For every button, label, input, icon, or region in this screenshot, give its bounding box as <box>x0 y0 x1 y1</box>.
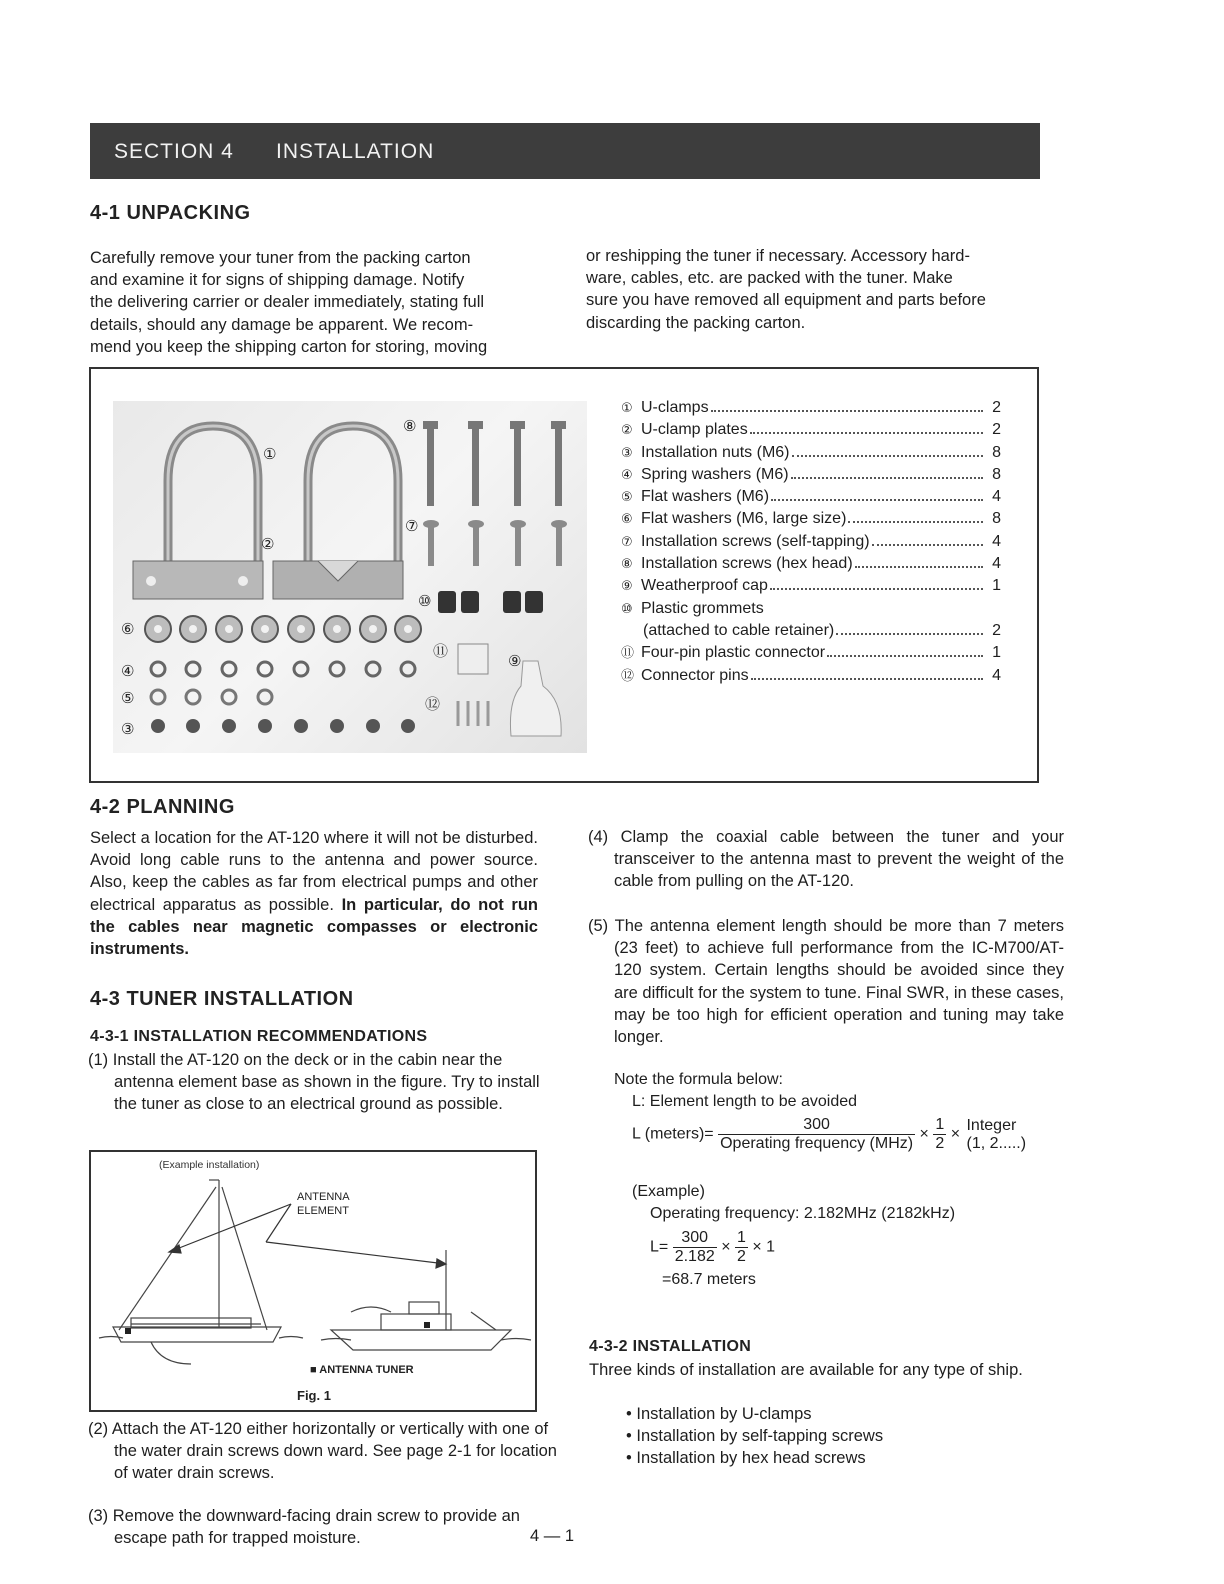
part-label: Installation nuts (M6) <box>641 443 790 461</box>
part-label: Connector pins <box>641 666 749 684</box>
installation-diagram <box>91 1152 535 1410</box>
formula-integer <box>964 1117 1028 1153</box>
planning-warning: In particular, do not run the cables near magnetic compasses or electronic instruments. <box>90 895 539 959</box>
leader-dots <box>711 410 983 412</box>
example-fraction <box>673 1229 717 1266</box>
part-number: ② <box>621 422 633 438</box>
part-number: ⑨ <box>621 578 633 594</box>
formula-denominator: Operating frequency (MHz) <box>720 1135 914 1152</box>
recommendations-heading: 4-3-1 INSTALLATION RECOMMENDATIONS <box>90 1028 428 1045</box>
part-number: ⑪ <box>621 645 635 661</box>
leader-dots <box>792 455 983 457</box>
part-quantity: 4 <box>992 532 1001 550</box>
formula-lhs: L (meters)= <box>632 1125 714 1143</box>
leader-dots <box>770 588 983 590</box>
section-title: INSTALLATION <box>276 140 435 163</box>
part-label: (attached to cable retainer) <box>643 621 835 639</box>
part-quantity: 2 <box>992 421 1001 439</box>
part-number: ① <box>621 400 633 415</box>
part-label: U-clamps <box>641 399 709 416</box>
section-number: SECTION 4 <box>114 140 234 163</box>
formula-fraction <box>718 1116 915 1153</box>
parts-list <box>621 397 1001 687</box>
example-half-numerator: 1 <box>737 1229 746 1246</box>
antenna-label-line1: ANTENNA <box>297 1191 350 1203</box>
part-label: Four-pin plastic connector <box>641 644 826 662</box>
parts-list-item <box>621 642 1001 664</box>
part-number: ⑧ <box>621 556 633 572</box>
leader-dots <box>827 655 983 657</box>
parts-list-item <box>621 665 1001 687</box>
leader-dots <box>751 678 983 680</box>
example-half <box>735 1229 748 1266</box>
figure-caption: Fig. 1 <box>297 1388 331 1403</box>
example-numerator: 300 <box>673 1229 717 1248</box>
parts-list-item <box>621 531 1001 553</box>
parts-illustration <box>113 401 587 753</box>
antenna-label-line2: ELEMENT <box>297 1205 349 1217</box>
recommendation-item-2: (2) Attach the AT-120 either horizontally or vertically with one of the water drain screws down ward. See page 2-1 for location of water drain screws. <box>88 1420 557 1483</box>
parts-list-item <box>621 486 1001 508</box>
formula-times: × <box>950 1125 961 1143</box>
planning-heading: 4-2 PLANNING <box>90 796 235 818</box>
leader-dots <box>771 499 983 501</box>
parts-list-item <box>621 598 1001 620</box>
part-quantity: 4 <box>992 555 1001 573</box>
part-label: Installation screws (hex head) <box>641 555 853 573</box>
example-frequency: Operating frequency: 2.182MHz (2182kHz) <box>650 1205 956 1222</box>
part-label: Weatherproof cap <box>641 577 768 595</box>
part-number: ⑤ <box>621 489 633 505</box>
parts-list-item <box>621 442 1001 464</box>
part-quantity: 1 <box>992 577 1001 595</box>
leader-dots <box>791 477 983 479</box>
formula-integer-range: (1, 2.....) <box>966 1134 1027 1152</box>
formula-equation <box>632 1116 1028 1153</box>
recommendation-item-1: (1) Install the AT-120 on the deck or in the cabin near the antenna element base as shown in the figure. Try to install the tuner as close to an electrical ground as possible. <box>88 1051 540 1114</box>
photo-label: ⑨ <box>508 652 522 670</box>
part-label: Flat washers (M6, large size) <box>641 510 847 528</box>
unpacking-line: discarding the packing carton. <box>586 313 806 332</box>
parts-list-item <box>621 419 1001 441</box>
photo-label: ① <box>263 445 277 463</box>
unpacking-line: details, should any damage be apparent. We recom- <box>90 315 474 334</box>
part-quantity: 1 <box>992 644 1001 662</box>
photo-label: ③ <box>121 720 135 738</box>
example-times: × <box>721 1238 731 1256</box>
leader-dots <box>872 544 983 546</box>
parts-box <box>89 367 1039 783</box>
figure-1 <box>89 1150 537 1412</box>
part-number: ③ <box>621 444 633 460</box>
parts-list-item <box>621 620 1001 642</box>
page-number: 4 — 1 <box>530 1527 575 1545</box>
part-quantity: 8 <box>992 510 1001 528</box>
figure-legend: ■ ANTENNA TUNER <box>310 1364 414 1376</box>
part-label: Plastic grommets <box>641 599 764 617</box>
photo-label: ⑤ <box>121 689 135 707</box>
installation-intro: Three kinds of installation are available for any type of ship. <box>589 1361 1023 1379</box>
part-label: Flat washers (M6) <box>641 488 770 506</box>
leader-dots <box>836 633 983 635</box>
installation-bullet: • Installation by self-tapping screws <box>626 1427 884 1445</box>
example-half-denominator: 2 <box>737 1248 746 1265</box>
photo-label: ⑩ <box>418 592 432 610</box>
photo-label: ⑧ <box>403 417 417 435</box>
formula-half <box>933 1116 946 1153</box>
recommendation-item-5: (5) The antenna element length should be more than 7 meters (23 feet) to achieve full performance from the IC-M700/AT-120 system. Certain lengths should be avoided since they are difficult for the system to tune. Final SWR, in these cases, may be too high for efficient operation and tuning may take longer. <box>588 917 1064 1047</box>
parts-list-item <box>621 553 1001 575</box>
example-label: (Example) <box>632 1183 705 1200</box>
planning-body: Select a location for the AT-120 where it will not be disturbed. Avoid long cable runs to the antenna and power source. Also, keep the cables as far from electrical pumps and other electrical apparatus as possible. <box>90 829 538 914</box>
planning-text <box>90 827 538 960</box>
part-quantity: 4 <box>992 488 1001 506</box>
section-banner <box>90 123 1040 179</box>
leader-dots <box>750 432 983 434</box>
parts-list-item <box>621 397 1001 419</box>
unpacking-line: mend you keep the shipping carton for storing, moving <box>90 337 488 356</box>
unpacking-left-text <box>90 247 538 358</box>
formula-half-denominator: 2 <box>935 1135 945 1152</box>
installation-bullet: • Installation by U-clamps <box>626 1405 812 1423</box>
example-equation <box>650 1229 775 1266</box>
leader-dots <box>855 566 983 568</box>
photo-label: ⑥ <box>121 620 135 638</box>
part-quantity: 8 <box>992 465 1001 483</box>
formula-intro: Note the formula below: <box>614 1071 783 1088</box>
photo-label: ⑪ <box>433 642 449 660</box>
formula-numerator: 300 <box>718 1116 915 1135</box>
unpacking-line: Carefully remove your tuner from the packing carton <box>90 249 471 267</box>
example-lhs: L= <box>650 1238 669 1256</box>
part-number: ⑥ <box>621 511 633 527</box>
photo-label: ⑫ <box>425 695 441 713</box>
unpacking-right-text <box>586 245 1036 334</box>
formula-definition: L: Element length to be avoided <box>632 1093 858 1110</box>
formula-times: × <box>919 1125 929 1143</box>
photo-label: ② <box>261 535 275 553</box>
part-number: ⑩ <box>621 600 633 616</box>
photo-label: ④ <box>121 662 135 680</box>
installation-bullet: • Installation by hex head screws <box>626 1449 866 1467</box>
parts-list-item <box>621 575 1001 597</box>
example-result: =68.7 meters <box>662 1271 756 1288</box>
leader-dots <box>848 521 983 523</box>
part-number: ⑫ <box>621 667 635 683</box>
unpacking-line: sure you have removed all equipment and parts before <box>586 291 986 310</box>
example-denominator: 2.182 <box>674 1248 715 1265</box>
photo-label: ⑦ <box>405 517 419 535</box>
unpacking-heading: 4-1 UNPACKING <box>90 202 251 224</box>
part-label: Spring washers (M6) <box>641 465 789 483</box>
parts-list-item <box>621 464 1001 486</box>
parts-photo <box>113 401 587 753</box>
part-number: ⑦ <box>621 533 633 549</box>
formula-integer-label: Integer <box>966 1116 1017 1134</box>
part-quantity: 4 <box>992 666 1001 684</box>
recommendation-item-4: (4) Clamp the coaxial cable between the tuner and your transceiver to the antenna mast to prevent the weight of the cable from pulling on the AT-120. <box>588 828 1064 891</box>
part-quantity: 2 <box>992 621 1001 639</box>
installation-heading: 4-3-2 INSTALLATION <box>589 1338 752 1355</box>
part-label: Installation screws (self-tapping) <box>641 532 870 550</box>
part-quantity: 2 <box>992 399 1001 416</box>
unpacking-line: ware, cables, etc. are packed with the tuner. Make <box>586 269 953 288</box>
recommendation-item-3: (3) Remove the downward-facing drain screw to provide an escape path for trapped moisture. <box>88 1507 520 1548</box>
part-label: U-clamp plates <box>641 421 748 439</box>
unpacking-line: and examine it for signs of shipping damage. Notify <box>90 271 465 290</box>
part-quantity: 8 <box>992 443 1001 461</box>
tuner-installation-heading: 4-3 TUNER INSTALLATION <box>90 988 354 1010</box>
formula-half-numerator: 1 <box>935 1116 945 1133</box>
example-tail: × 1 <box>752 1238 776 1256</box>
parts-list-item <box>621 508 1001 530</box>
part-number: ④ <box>621 466 633 482</box>
figure-example-label: (Example installation) <box>159 1159 260 1171</box>
unpacking-line: the delivering carrier or dealer immediately, stating full <box>90 293 485 312</box>
unpacking-line: or reshipping the tuner if necessary. Accessory hard- <box>586 247 970 265</box>
